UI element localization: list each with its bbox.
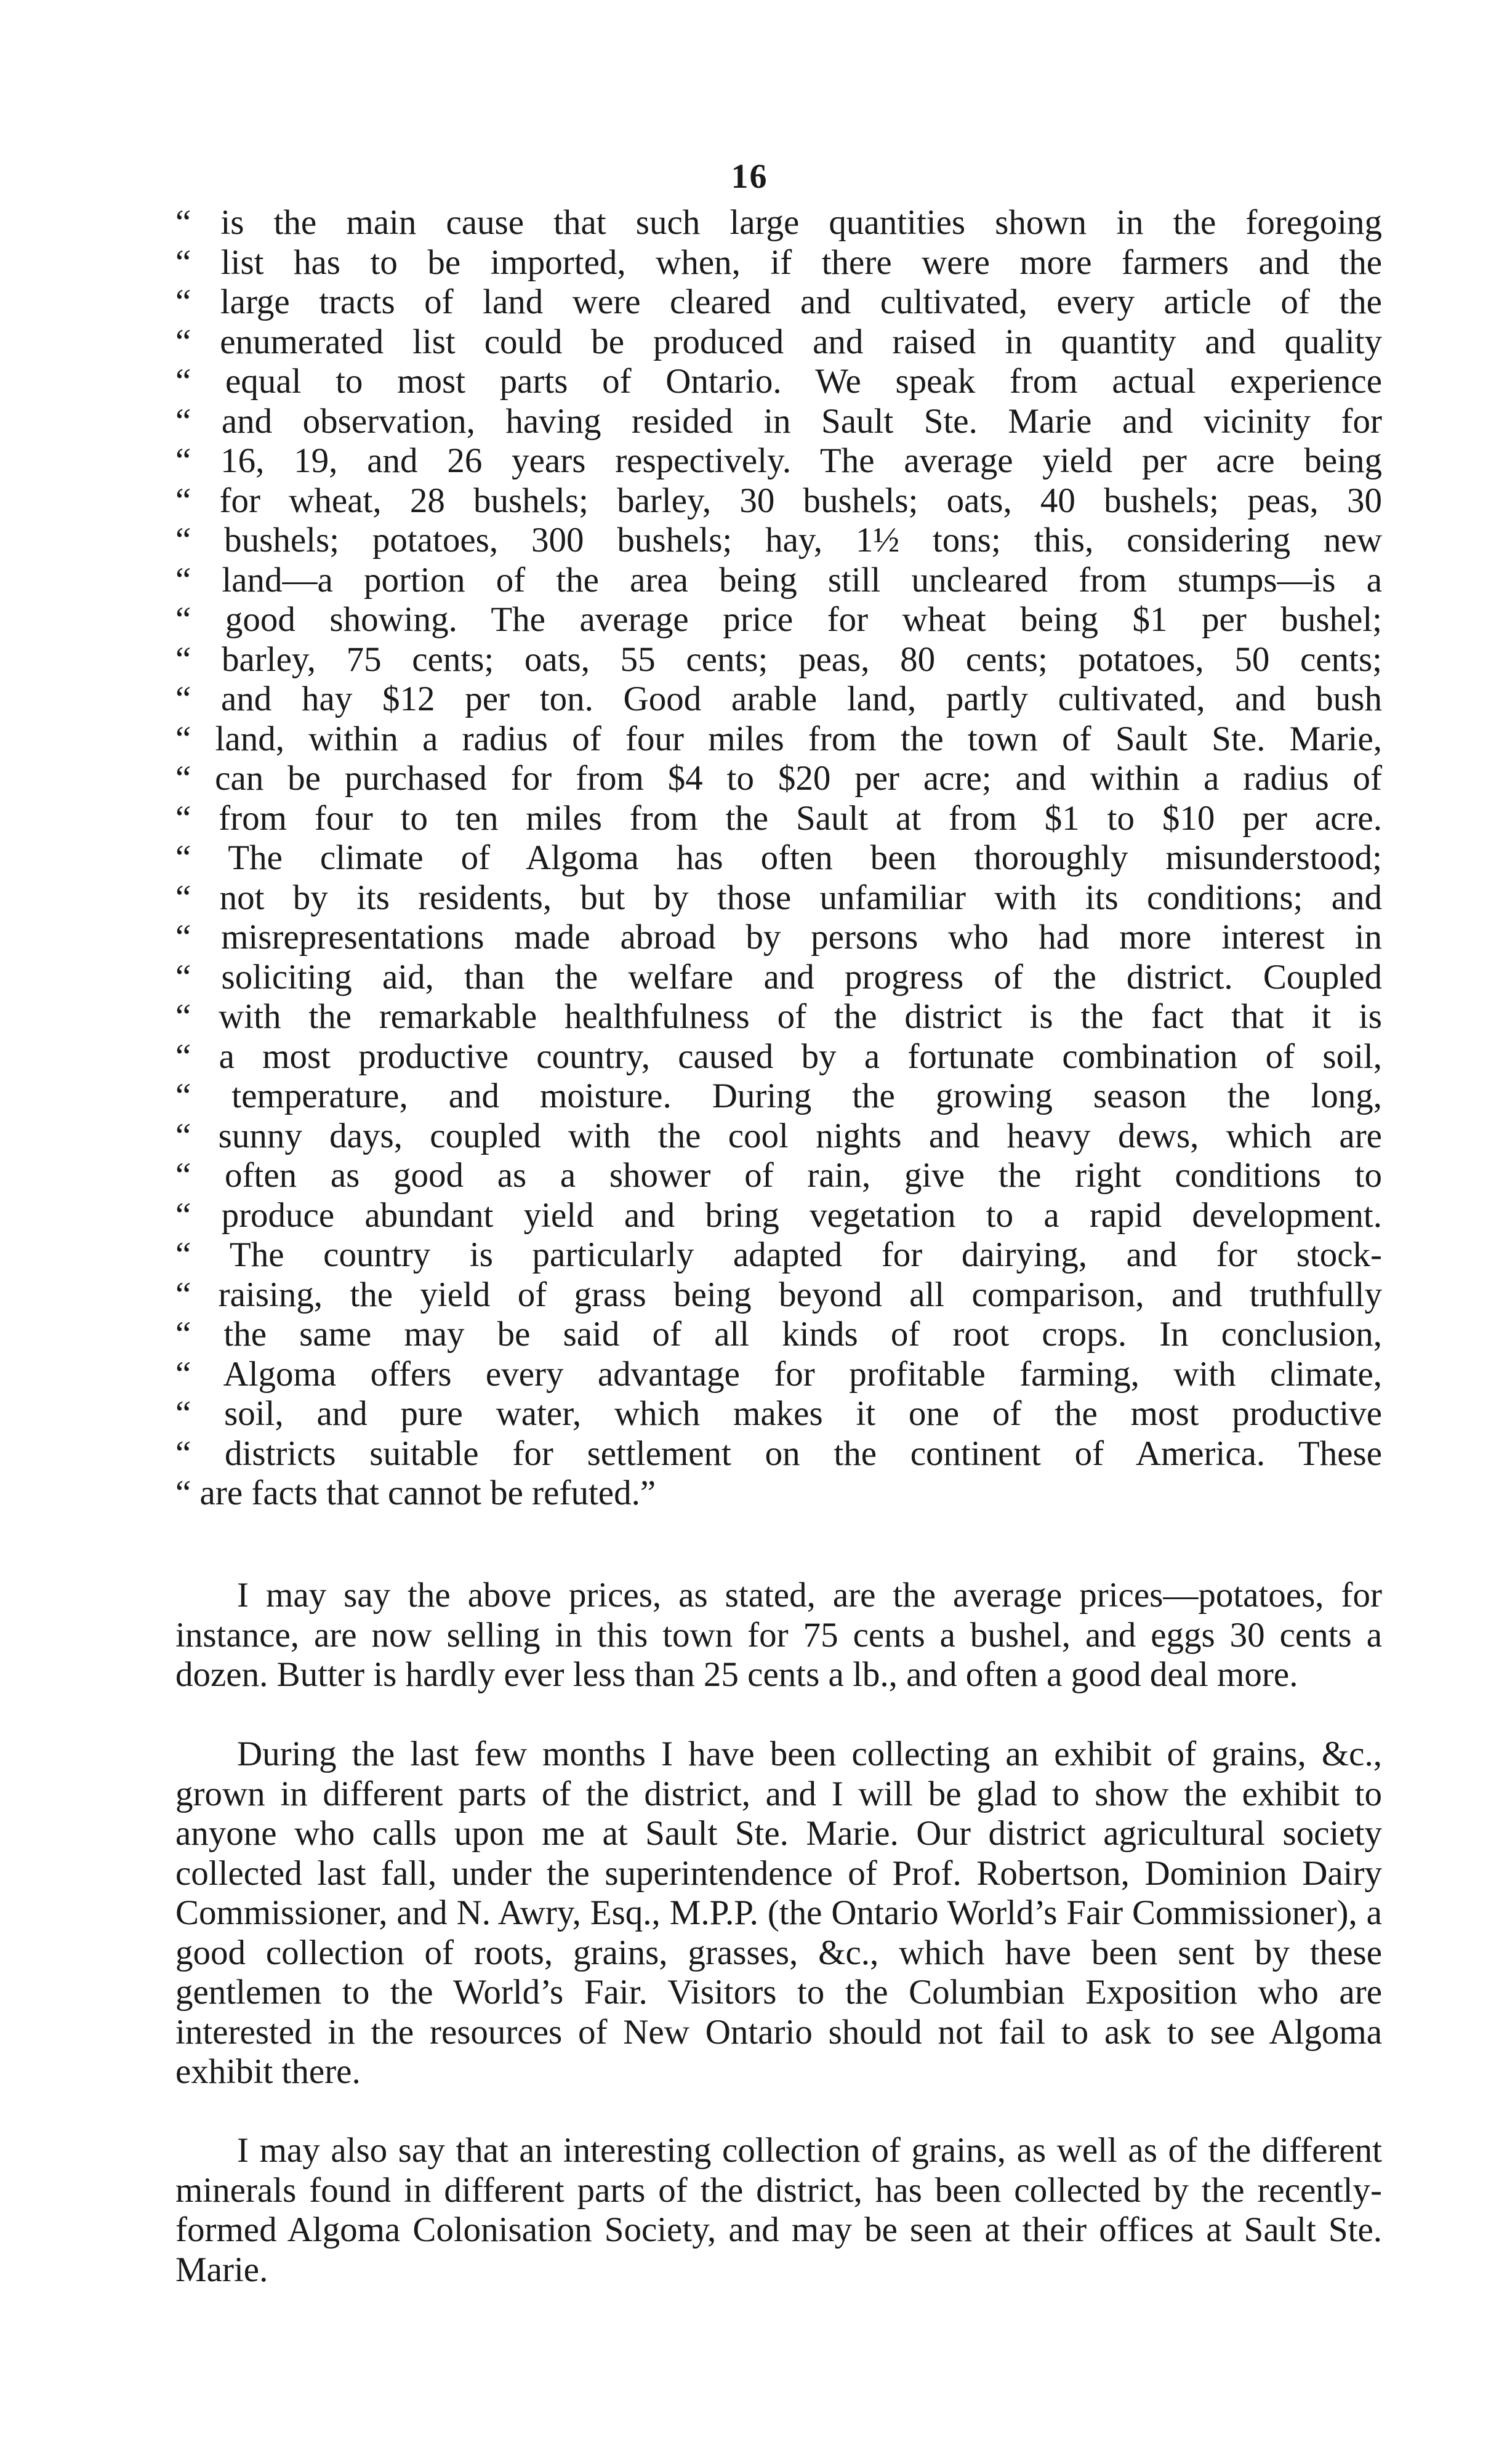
quote-line: “ bushels; potatoes, 300 bushels; hay, 1½ tons; this, considering new (175, 521, 1382, 560)
quote-line: “ is the main cause that such large quantities shown in the foregoing (175, 203, 1382, 242)
quote-line: “ for wheat, 28 bushels; barley, 30 bushels; oats, 40 bushels; peas, 30 (175, 481, 1382, 520)
quote-line: “ the same may be said of all kinds of root crops. In conclusion, (175, 1315, 1382, 1354)
quote-line: “ and hay $12 per ton. Good arable land, partly cultivated, and bush (175, 680, 1382, 718)
quote-line: “ The climate of Algoma has often been thoroughly misunderstood; (175, 838, 1382, 877)
quote-line: “ 16, 19, and 26 years respectively. The average yield per acre being (175, 441, 1382, 480)
paragraph-text: During the last few months I have been collecting an exhibit of grains, &c., grown in different parts of the district, and I will be glad to show the exhibit to anyone who calls upon me at Sault Ste. Marie. Our district agricultural society collected last fall, under the superintendence of Prof. Robertson, Dominion Dairy Commissioner, and N. Awry, Esq., M.P.P. (the Ontario World’s Fair Commissioner), a good collection of roots, grains, grasses, &c., which have been sent by these gentlemen to the World’s Fair. Visitors to the Columbian Exposition who are interested in the resources of New Ontario should not fail to ask to see Algoma exhibit there. (175, 1735, 1382, 2091)
quote-line: “ good showing. The average price for wheat being $1 per bushel; (175, 600, 1382, 639)
quote-line: “ can be purchased for from $4 to $20 per acre; and within a radius of (175, 759, 1382, 798)
quote-line: “ often as good as a shower of rain, give the right conditions to (175, 1156, 1382, 1195)
paragraph-minerals (175, 2131, 1382, 2290)
quote-line: “ land, within a radius of four miles from the town of Sault Ste. Marie, (175, 719, 1382, 758)
quote-line: “ not by its residents, but by those unfamiliar with its conditions; and (175, 878, 1382, 917)
quote-line: “ equal to most parts of Ontario. We speak from actual experience (175, 362, 1382, 401)
quote-line: “ soil, and pure water, which makes it one of the most productive (175, 1394, 1382, 1433)
quote-line: “ raising, the yield of grass being beyond all comparison, and truthfully (175, 1275, 1382, 1314)
quote-line: “ from four to ten miles from the Sault at from $1 to $10 per acre. (175, 798, 1382, 838)
quote-line: “ Algoma offers every advantage for profitable farming, with climate, (175, 1354, 1382, 1394)
quote-line: “ a most productive country, caused by a fortunate combination of soil, (175, 1037, 1382, 1076)
quote-line: “ with the remarkable healthfulness of the district is the fact that it is (175, 997, 1382, 1036)
paragraph-prices (175, 1576, 1382, 1695)
paragraph-exhibit (175, 1735, 1382, 2092)
quote-line: “ districts suitable for settlement on the continent of America. These (175, 1434, 1382, 1473)
quote-line: “ barley, 75 cents; oats, 55 cents; peas, 80 cents; potatoes, 50 cents; (175, 640, 1382, 679)
quote-line: “ land—a portion of the area being still uncleared from stumps—is a (175, 560, 1382, 600)
quote-line: “ enumerated list could be produced and raised in quantity and quality (175, 322, 1382, 361)
quote-line: “ large tracts of land were cleared and cultivated, every article of the (175, 283, 1382, 321)
quote-line: “ temperature, and moisture. During the growing season the long, (175, 1077, 1382, 1115)
page-number: 16 (731, 158, 768, 196)
quote-line: “ and observation, having resided in Sault Ste. Marie and vicinity for (175, 401, 1382, 441)
quote-line: “ misrepresentations made abroad by persons who had more interest in (175, 918, 1382, 957)
quote-line: “ soliciting aid, than the welfare and progress of the district. Coupled (175, 957, 1382, 997)
quote-line: “ are facts that cannot be refuted.” (175, 1474, 656, 1512)
quote-line: “ The country is particularly adapted for dairying, and for stock- (175, 1235, 1382, 1274)
quote-line: “ list has to be imported, when, if there were more farmers and the (175, 243, 1382, 282)
paragraph-text: I may also say that an interesting collection of grains, as well as of the different minerals found in different parts of the district, has been collected by the recently-formed Algoma Colonisation Society, and may be seen at their offices at Sault Ste. Marie. (175, 2131, 1382, 2289)
quote-line: “ produce abundant yield and bring vegetation to a rapid development. (175, 1195, 1382, 1235)
quote-line: “ sunny days, coupled with the cool nights and heavy dews, which are (175, 1116, 1382, 1155)
paragraph-text: I may say the above prices, as stated, are the average prices—potatoes, for instance, are now selling in this town for 75 cents a bushel, and eggs 30 cents a dozen. Butter is hardly ever less than 25 cents a lb., and often a good deal more. (175, 1576, 1382, 1694)
quoted-testimony (175, 203, 1382, 1514)
